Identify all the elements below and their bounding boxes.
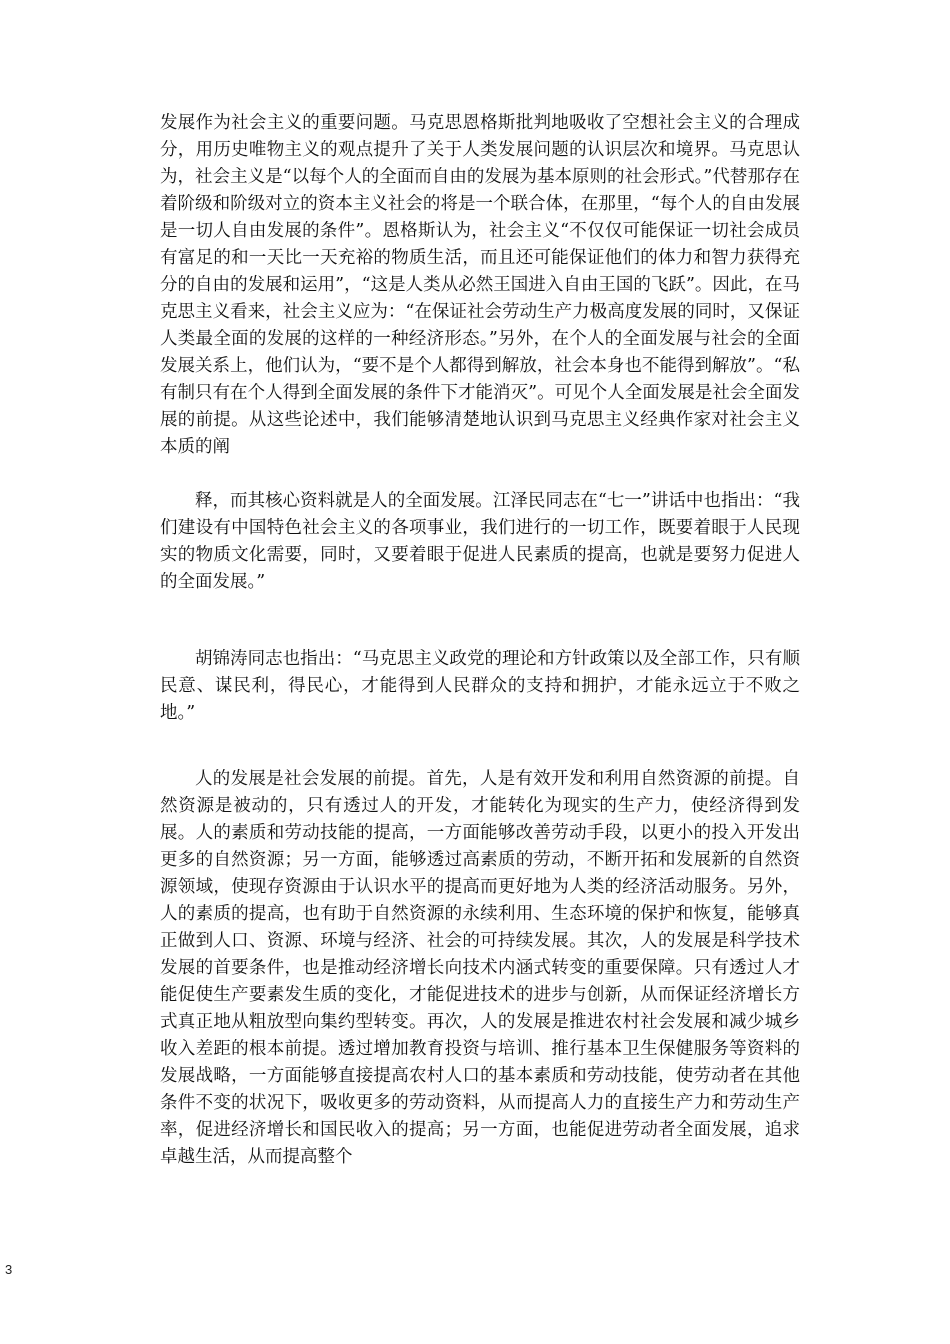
paragraph-3: 胡锦涛同志也指出：“马克思主义政党的理论和方针政策以及全部工作，只有顺民意、谋民利，得民心，才能得到人民群众的支持和拥护，才能永远立于不败之地。” bbox=[160, 649, 800, 723]
paragraph-4: 人的发展是社会发展的前提。首先，人是有效开发和利用自然资源的前提。自然资源是被动的，只有透过人的开发，才能转化为现实的生产力，使经济得到发展。人的素质和劳动技能的提高，一方面能够改善劳动手段，以更小的投入开发出更多的自然资源；另一方面，能够透过高素质的劳动，不断开拓和发展新的自然资源领域，使现存资源由于认识水平的提高而更好地为人类的经济活动服务。另外，人的素质的提高，也有助于自然资源的永续利用、生态环境的保护和恢复，能够真正做到人口、资源、环境与经济、社会的可持续发展。其次，人的发展是科学技术发展的首要条件，也是推动经济增长向技术内涵式转变的重要保障。只有透过人才能促使生产要素发生质的变化，才能促进技术的进步与创新，从而保证经济增长方式真正地从粗放型向集约型转变。再次，人的发展是推进农村社会发展和减少城乡收入差距的根本前提。透过增加教育投资与培训、推行基本卫生保健服务等资料的发展战略，一方面能够直接提高农村人口的基本素质和劳动技能，使劳动者在其他条件不变的状况下，吸收更多的劳动资料，从而提高人力的直接生产力和劳动生产率，促进经济增长和国民收入的提高；另一方面，也能促进劳动者全面发展，追求卓越生活，从而提高整个 bbox=[160, 769, 800, 1167]
paragraph-1: 发展作为社会主义的重要问题。马克思恩格斯批判地吸收了空想社会主义的合理成分，用历史唯物主义的观点提升了关于人类发展问题的认识层次和境界。马克思认为，社会主义是“以每个人的全面而自由的发展为基本原则的社会形式。”代替那存在着阶级和阶级对立的资本主义社会的将是一个联合体，在那里，“每个人的自由发展是一切人自由发展的条件”。恩格斯认为，社会主义“不仅仅可能保证一切社会成员有富足的和一天比一天充裕的物质生活，而且还可能保证他们的体力和智力获得充分的自由的发展和运用”，“这是人类从必然王国进入自由王国的飞跃”。因此，在马克思主义看来，社会主义应为：“在保证社会劳动生产力极高度发展的同时，又保证人类最全面的发展的这样的一种经济形态。”另外，在个人的全面发展与社会的全面发展关系上，他们认为，“要不是个人都得到解放，社会本身也不能得到解放”。“私有制只有在个人得到全面发展的条件下才能消灭”。可见个人全面发展是社会全面发展的前提。从这些论述中，我们能够清楚地认识到马克思主义经典作家对社会主义本质的阐 bbox=[160, 113, 800, 457]
paragraph-2: 释，而其核心资料就是人的全面发展。江泽民同志在“七一”讲话中也指出：“我们建设有中国特色社会主义的各项事业，我们进行的一切工作，既要着眼于人民现实的物质文化需要，同时，又要着眼于促进人民素质的提高，也就是要努力促进人的全面发展。” bbox=[160, 491, 800, 592]
page-number: 3 bbox=[5, 1262, 13, 1277]
